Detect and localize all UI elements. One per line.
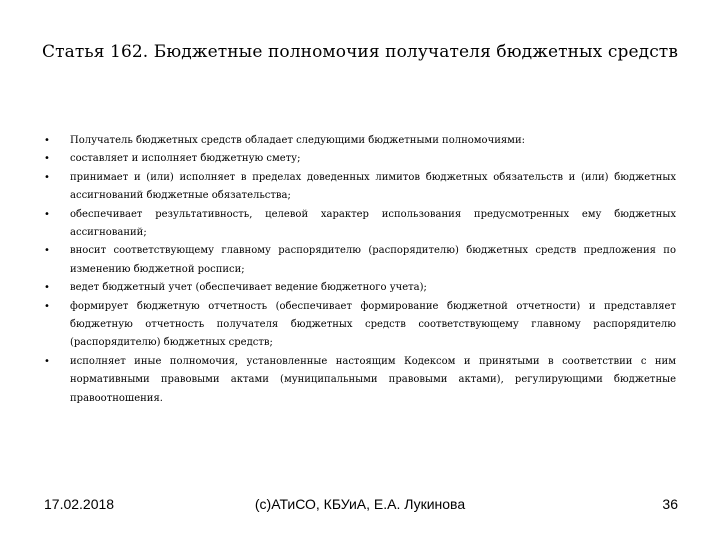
list-item bbox=[44, 242, 676, 279]
bullet-icon: • bbox=[44, 208, 50, 220]
footer-author: (c)АТиСО, КБУиА, Е.А. Лукинова bbox=[254, 496, 466, 512]
bullet-icon: • bbox=[44, 135, 50, 146]
list-item bbox=[44, 150, 676, 168]
list-item bbox=[44, 298, 676, 353]
bullet-icon: • bbox=[44, 300, 50, 312]
bullet-icon: • bbox=[44, 355, 50, 367]
footer-date: 17.02.2018 bbox=[44, 496, 115, 512]
list-item bbox=[44, 169, 676, 206]
page-number: 36 bbox=[662, 496, 678, 512]
list-item-text: Получатель бюджетных средств обладает следующими бюджетными полномочиями: bbox=[70, 135, 525, 146]
list-item bbox=[44, 279, 676, 297]
list-item-text: вносит соответствующему главному распорядителю (распорядителю) бюджетных средств предложения по изменению бюджетной росписи; bbox=[70, 245, 676, 275]
list-item-text: принимает и (или) исполняет в пределах доведенных лимитов бюджетных обязательств и (или) бюджетных ассигнований бюджетные обязательства; bbox=[70, 171, 676, 202]
bullet-icon: • bbox=[44, 282, 50, 294]
bullet-icon: • bbox=[44, 245, 50, 257]
list-item bbox=[44, 206, 676, 243]
list-item-text: формирует бюджетную отчетность (обеспечивает формирование бюджетной отчетности) и представляет бюджетную отчетность получателя бюджетных средств соответствующему главному распорядителю (распорядителю) бюджетных средств; bbox=[70, 300, 676, 349]
list-item-text: обеспечивает результативность, целевой характер использования предусмотренных ему бюджетных ассигнований; bbox=[70, 208, 676, 239]
slide-title: Статья 162. Бюджетные полномочия получателя бюджетных средств bbox=[42, 42, 678, 62]
bullet-icon: • bbox=[44, 153, 50, 165]
list-item bbox=[44, 132, 676, 150]
list-item bbox=[44, 353, 676, 408]
bullet-icon: • bbox=[44, 171, 50, 183]
list-item-text: исполняет иные полномочия, установленные настоящим Кодексом и принятыми в соответствии с ним нормативными правовыми актами (муниципальными правовыми актами), регулирующими бюджетные правоотношения. bbox=[70, 355, 676, 404]
list-item-text: ведет бюджетный учет (обеспечивает ведение бюджетного учета); bbox=[70, 282, 427, 294]
bullet-list bbox=[44, 132, 676, 408]
list-item-text: составляет и исполняет бюджетную смету; bbox=[70, 153, 301, 165]
